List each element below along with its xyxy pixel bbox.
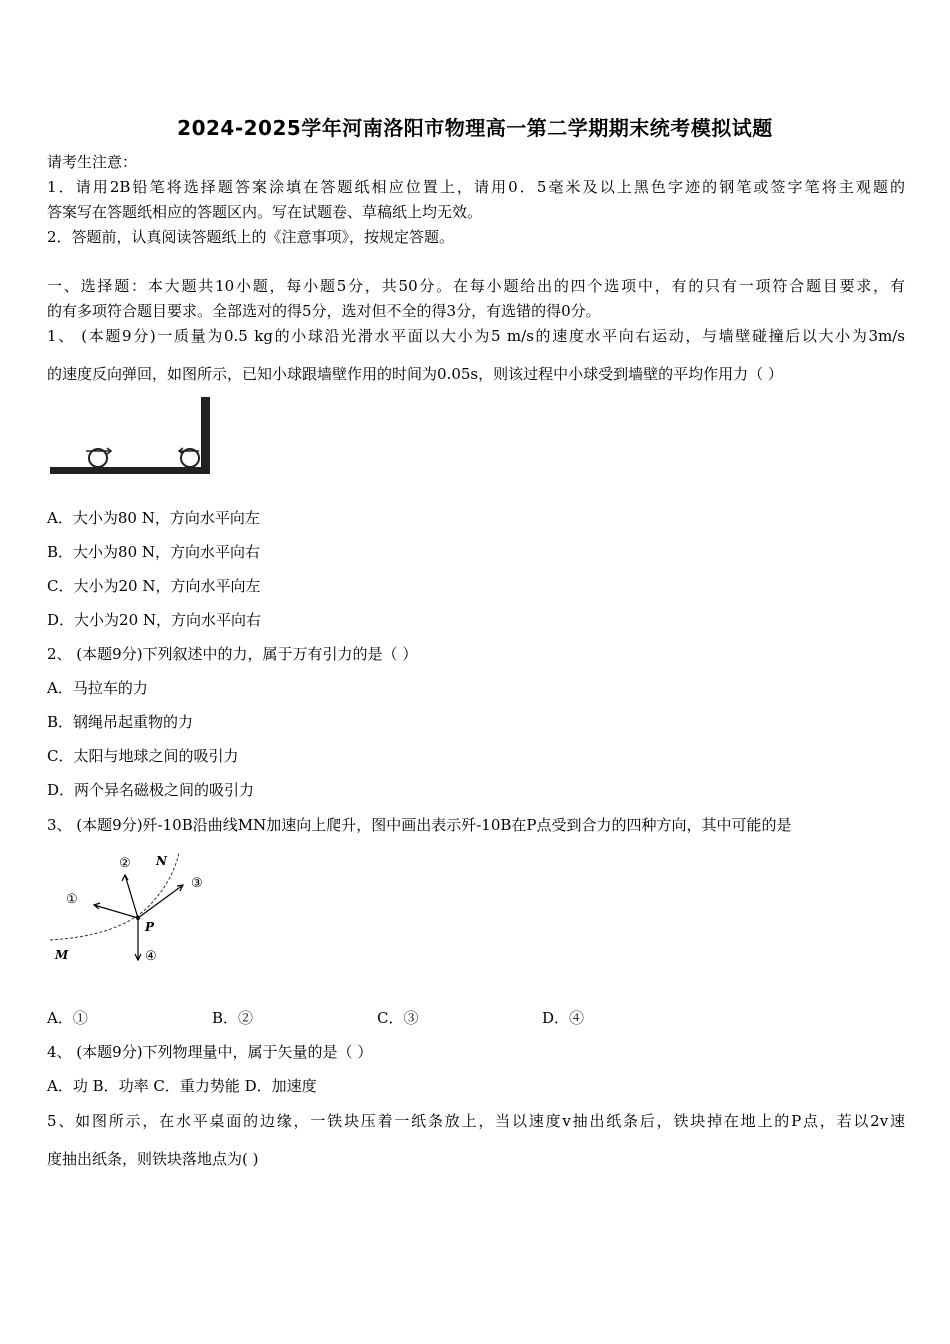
q3-label-3: ③ <box>191 876 203 891</box>
q5-stem-line-1: 5、如图所示，在水平桌面的边缘，一铁块压着一纸条放上，当以速度v抽出纸条后，铁块掉在地上的P点，若以2v速 <box>47 1112 905 1130</box>
q2-option-d: D．两个异名磁极之间的吸引力 <box>47 781 255 799</box>
q1-option-b: B．大小为80 N，方向水平向右 <box>47 543 261 561</box>
notice-item-1-line-2: 答案写在答题纸相应的答题区内。写在试题卷、草稿纸上均无效。 <box>47 203 483 221</box>
q1-option-a: A．大小为80 N，方向水平向左 <box>47 509 260 527</box>
section-intro-line-1: 一、选择题：本大题共10小题，每小题5分，共50分。在每小题给出的四个选项中，有的只有一项符合题目要求，有 <box>47 277 905 295</box>
q3-option-c: C．③ <box>377 1009 419 1027</box>
q3-label-n: N <box>156 854 167 868</box>
q3-option-d: D．④ <box>542 1009 585 1027</box>
q4-stem: 4、 (本题9分)下列物理量中，属于矢量的是（ ） <box>47 1043 373 1061</box>
notice-heading: 请考生注意： <box>47 153 138 171</box>
q1-stem-line-1: 1、 (本题9分)一质量为0.5 kg的小球沿光滑水平面以大小为5 m/s的速度水平向右运动，与墙壁碰撞后以大小为3m/s <box>47 327 905 345</box>
q3-force-direction-figure <box>47 848 217 973</box>
q1-option-d: D．大小为20 N，方向水平向右 <box>47 611 262 629</box>
q2-option-b: B．钢绳吊起重物的力 <box>47 713 194 731</box>
q3-label-1: ① <box>66 892 78 907</box>
section-intro-line-2: 的有多项符合题目要求。全部选对的得5分，选对但不全的得3分，有选错的得0分。 <box>47 302 601 320</box>
q1-stem-line-2: 的速度反向弹回，如图所示，已知小球跟墙壁作用的时间为0.05s，则该过程中小球受到墙壁的平均作用力（ ） <box>47 365 783 383</box>
q2-option-c: C．太阳与地球之间的吸引力 <box>47 747 239 765</box>
page-title: 2024-2025学年河南洛阳市物理高一第二学期期末统考模拟试题 <box>177 116 773 140</box>
q2-stem: 2、 (本题9分)下列叙述中的力，属于万有引力的是（ ） <box>47 645 418 663</box>
q3-option-b: B．② <box>212 1009 254 1027</box>
q3-label-p: P <box>145 920 155 934</box>
notice-item-1-line-1: 1．请用2B铅笔将选择题答案涂填在答题纸相应位置上，请用0．5毫米及以上黑色字迹的钢笔或签字笔将主观题的 <box>47 178 905 196</box>
q1-option-c: C．大小为20 N，方向水平向左 <box>47 577 261 595</box>
q4-options: A．功 B．功率 C．重力势能 D．加速度 <box>47 1077 317 1095</box>
q5-stem-line-2: 度抽出纸条，则铁块落地点为( ) <box>47 1150 259 1168</box>
q3-label-2: ② <box>119 856 131 871</box>
q1-ball-wall-figure <box>47 395 217 485</box>
q3-option-a: A．① <box>47 1009 88 1027</box>
q2-option-a: A．马拉车的力 <box>47 679 148 697</box>
q3-stem: 3、 (本题9分)歼-10B沿曲线MN加速向上爬升，图中画出表示歼-10B在P点受到合力的四种方向，其中可能的是 <box>47 816 792 834</box>
q3-label-m: M <box>55 948 69 962</box>
q3-label-4: ④ <box>145 949 157 964</box>
notice-item-2: 2．答题前，认真阅读答题纸上的《注意事项》，按规定答题。 <box>47 228 455 246</box>
